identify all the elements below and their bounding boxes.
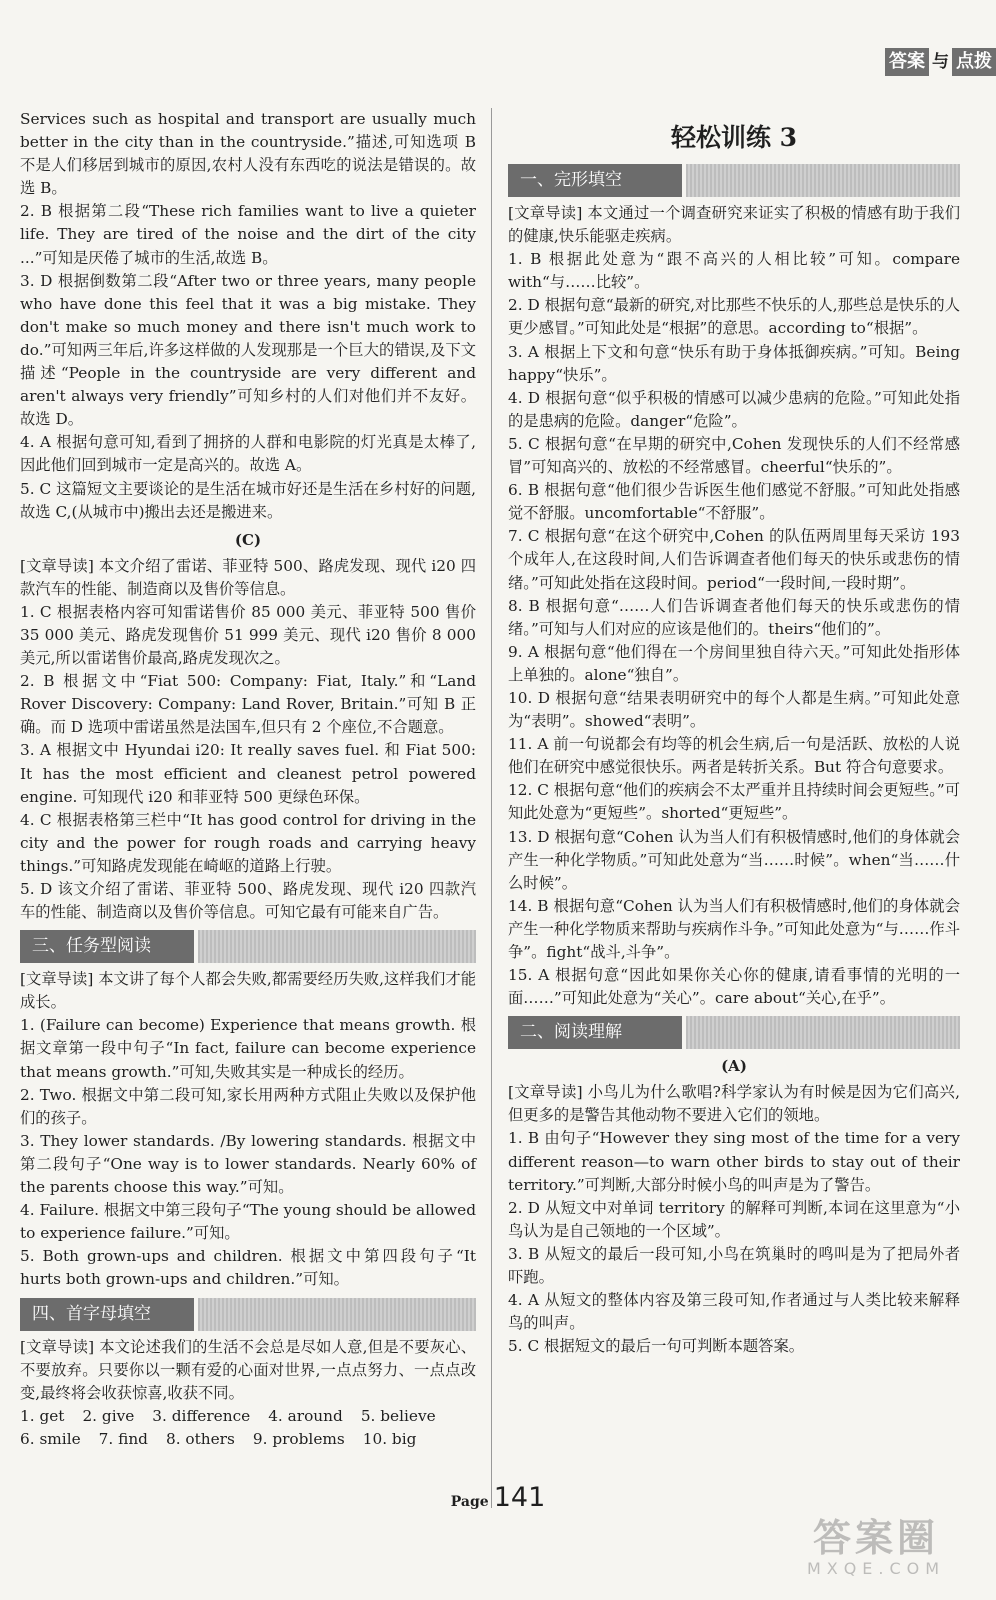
answer-item: 2. Two. 根据文中第二段可知,家长用两种方式阻止失败以及保护他们的孩子。 (20, 1085, 476, 1127)
answer-item: 11. A 前一句说都会有均等的机会生病,后一句是活跃、放松的人说他们在研究中感觉很快乐。两者是转折关系。But 符合句意要求。 (508, 735, 960, 777)
fill-answer: 7. find (98, 1429, 148, 1448)
answer-item: 6. B 根据句意“他们很少告诉医生他们感觉不舒服。”可知此处指感觉不舒服。uncomfortable“不舒服”。 (508, 481, 960, 523)
answer-item: 2. B 根据文中“Fiat 500: Company: Fiat, Italy.”和“Land Rover Discovery: Company: Land Rover, Britain.”可知 B 正确。而 D 选项中雷诺虽然是法国车,但只有 2 个座位,不合题意。 (20, 672, 476, 737)
answer-item: 1. B 根据此处意为“跟不高兴的人相比较”可知。compare with“与……比较”。 (508, 250, 960, 292)
answer-item: 4. Failure. 根据文中第三段句子“The young should be allowed to experience failure.”可知。 (20, 1201, 476, 1243)
section-header-initial-fill (20, 1298, 476, 1331)
task-reading-answers (20, 968, 476, 1291)
answer-item: 5. C 根据句意“在早期的研究中,Cohen 发现快乐的人们不经常感冒”可知高兴的、放松的不经常感冒。cheerful“快乐的”。 (508, 434, 960, 477)
answer-item: 12. C 根据句意“他们的疾病会不太严重并且持续时间会更短些。”可知此处意为“更短些”。shorted“更短些”。 (508, 781, 960, 823)
fill-answer: 9. problems (252, 1429, 345, 1448)
header-tag-hint: 点拨 (952, 48, 996, 76)
page-footer (0, 1482, 996, 1513)
watermark-logo (776, 1516, 976, 1586)
column-divider (491, 108, 492, 1508)
exercise-title: 轻松训练 3 (670, 123, 798, 152)
answer-item: 5. C 这篇短文主要谈论的是生活在城市好还是生活在乡村好的问题,故选 C,(从城市中)搬出去还是搬进来。 (20, 479, 476, 521)
watermark-text: 答案圈 (812, 1516, 939, 1560)
answer-item: 8. B 根据句意“……人们告诉调查者他们每天的快乐或悲伤的情绪。”可知与人们对应的应该是他们的。theirs“他们的”。 (508, 596, 960, 638)
section-header-task-reading (20, 930, 476, 963)
fill-answer: 3. difference (152, 1406, 251, 1425)
answer-item: 2. D 根据句意“最新的研究,对比那些不快乐的人,那些总是快乐的人更少感冒。”可知此处是“根据”的意思。according to“根据”。 (508, 296, 960, 338)
left-top-answers (20, 108, 476, 524)
answer-item: 9. A 根据句意“他们得在一个房间里独自待六天。”可知此处指形体上单独的。alone“独自”。 (508, 642, 960, 684)
fill-answer: 6. smile (20, 1429, 81, 1448)
part-c-label: (C) (234, 530, 262, 549)
header-tag (885, 48, 996, 76)
article-guide: [文章导读] 小鸟儿为什么歌唱?科学家认为有时候是因为它们高兴,但更多的是警告其他动物不要进入它们的领地。 (508, 1083, 960, 1125)
fill-answer: 5. believe (360, 1406, 436, 1425)
answer-item: 10. D 根据句意“结果表明研究中的每个人都是生病。”可知此处意为“表明”。showed“表明”。 (508, 688, 960, 731)
answer-item: 1. B 由句子“However they sing most of the time for a very different reason—to warn other birds to stay out of their territory.”可判断,大部分时候小鸟的叫声是为了警告。 (508, 1129, 960, 1194)
part-a-label: (A) (721, 1057, 747, 1076)
fill-answers-row-2 (20, 1428, 476, 1451)
section-header-reading (508, 1016, 960, 1049)
answer-item: 2. D 从短文中对单词 territory 的解释可判断,本词在这里意为“小鸟认为是自己领地的一个区域”。 (508, 1198, 960, 1240)
right-column (508, 108, 960, 1358)
article-guide: [文章导读] 本文介绍了雷诺、菲亚特 500、路虎发现、现代 i20 四款汽车的性能、制造商以及售价等信息。 (20, 556, 476, 598)
article-guide: [文章导读] 本文讲了每个人都会失败,都需要经历失败,这样我们才能成长。 (20, 970, 476, 1012)
fill-answer: 1. get (20, 1406, 65, 1425)
section-title: 二、阅读理解 (508, 1016, 682, 1049)
answer-item: 7. C 根据句意“在这个研究中,Cohen 的队伍两周里每天采访 193 个成年人,在这段时间,人们告诉调查者他们每天的快乐或悲伤的情绪。”可知此处指在这段时间。period“一段时间,一段时期”。 (508, 527, 960, 592)
fill-answer: 10. big (362, 1429, 417, 1448)
section-title: 三、任务型阅读 (20, 930, 194, 963)
answer-item: 1. C 根据表格内容可知雷诺售价 85 000 美元、菲亚特 500 售价 35 000 美元、路虎发现售价 51 999 美元、现代 i20 售价 8 000 美元,所以雷诺售价最高,路虎发现次之。 (20, 602, 476, 668)
cloze-answers (508, 202, 960, 1010)
section-header-bar (198, 930, 476, 963)
answer-item: 3. D 根据倒数第二段“After two or three years, many people who have done this feel that it was a big mistake. They don't make so much money and there isn't much work to do.”可知两三年后,许多这样做的人发现那是一个巨大的错误,及下文描述“People in the countryside are very different and aren't always very friendly”可知乡村的人们对他们并不友好。故选 D。 (20, 271, 476, 429)
fill-answer: 2. give (82, 1406, 135, 1425)
answer-item: 2. B 根据第二段“These rich families want to live a quieter life. They are tired of the noise and the dirt of the city ...”可知是厌倦了城市的生活,故选 B。 (20, 202, 476, 267)
section-header-bar (198, 1298, 476, 1331)
answer-item: 3. A 根据上下文和句意“快乐有助于身体抵御疾病。”可知。Being happy“快乐”。 (508, 342, 960, 384)
watermark-url: MXQE.COM (806, 1559, 946, 1578)
answer-item: 4. D 根据句意“似乎积极的情感可以减少患病的危险。”可知此处指的是患病的危险。danger“危险”。 (508, 388, 960, 430)
answer-item: 1. (Failure can become) Experience that means growth. 根据文章第一段中句子“In fact, failure can become experience that means growth.”可知,失败其实是一种成长的经历。 (20, 1016, 476, 1081)
answer-item: 5. C 根据短文的最后一句可判断本题答案。 (508, 1337, 805, 1356)
answer-item: 15. A 根据句意“因此如果你关心你的健康,请看事情的光明的一面……”可知此处意为“关心”。care about“关心,在乎”。 (508, 966, 960, 1008)
answer-item: 3. They lower standards. /By lowering standards. 根据文中第二段句子“One way is to lower standards. Nearly 60% of the parents choose this way.”可知。 (20, 1131, 476, 1197)
answer-item: 5. D 该文介绍了雷诺、菲亚特 500、路虎发现、现代 i20 四款汽车的性能、制造商以及售价等信息。可知它最有可能来自广告。 (20, 880, 476, 922)
article-guide: [文章导读] 本文通过一个调查研究来证实了积极的情感有助于我们的健康,快乐能驱走疾病。 (508, 204, 960, 246)
answer-item: 4. A 根据句意可知,看到了拥挤的人群和电影院的灯光真是太棒了,因此他们回到城市一定是高兴的。故选 A。 (20, 433, 476, 475)
page-word: Page (450, 1494, 489, 1510)
answer-item: 3. A 根据文中 Hyundai i20: It really saves fuel. 和 Fiat 500: It has the most efficient and cleanest petrol powered engine. 可知现代 i20 和菲亚特 500 更绿色环保。 (20, 741, 476, 806)
answer-item: 14. B 根据句意“Cohen 认为当人们有积极情感时,他们的身体就会产生一种化学物质来帮助与疾病作斗争。”可知此处意为“与……作斗争”。fight“战斗,斗争”。 (508, 896, 960, 961)
section-header-bar (686, 1016, 960, 1049)
answer-item: 4. A 从短文的整体内容及第三段可知,作者通过与人类比较来解释鸟的叫声。 (508, 1291, 960, 1333)
section-title: 一、完形填空 (508, 164, 682, 197)
left-column (20, 108, 476, 1451)
answer-item: 13. D 根据句意“Cohen 认为当人们有积极情感时,他们的身体就会产生一种化学物质。”可知此处意为“当……时候”。when“当……什么时候”。 (508, 827, 960, 892)
section-title: 四、首字母填空 (20, 1298, 194, 1331)
answer-item: 5. Both grown-ups and children. 根据文中第四段句子“It hurts both grown-ups and children.”可知。 (20, 1247, 476, 1289)
section-header-cloze (508, 164, 960, 197)
part-a-answers (508, 1081, 960, 1358)
section-header-bar (686, 164, 960, 197)
part-c-answers (20, 555, 476, 925)
answer-item: 4. C 根据表格第三栏中“It has good control for driving in the city and the power for rough roads and carrying heavy things.”可知路虎发现能在崎岖的道路上行驶。 (20, 810, 476, 875)
answer-item: 3. B 从短文的最后一段可知,小鸟在筑巢时的鸣叫是为了把局外者吓跑。 (508, 1244, 960, 1287)
fill-answer: 8. others (165, 1429, 235, 1448)
header-tag-and: 与 (932, 52, 949, 72)
header-tag-answer: 答案 (885, 48, 929, 76)
fill-answer: 4. around (268, 1406, 343, 1425)
article-guide: [文章导读] 本文论述我们的生活不会总是尽如人意,但是不要灰心、不要放弃。只要你以一颗有爱的心面对世界,一点点努力、一点点改变,最终将会收获惊喜,收获不同。 (20, 1337, 476, 1402)
page-number: 141 (493, 1482, 546, 1513)
fill-answers-row-1 (20, 1405, 476, 1428)
paragraph: Services such as hospital and transport are usually much better in the city than in the countryside.”描述,可知选项 B 不是人们移居到城市的原因,农村人没有东西吃的说法是错误的。故选 B。 (20, 110, 476, 198)
